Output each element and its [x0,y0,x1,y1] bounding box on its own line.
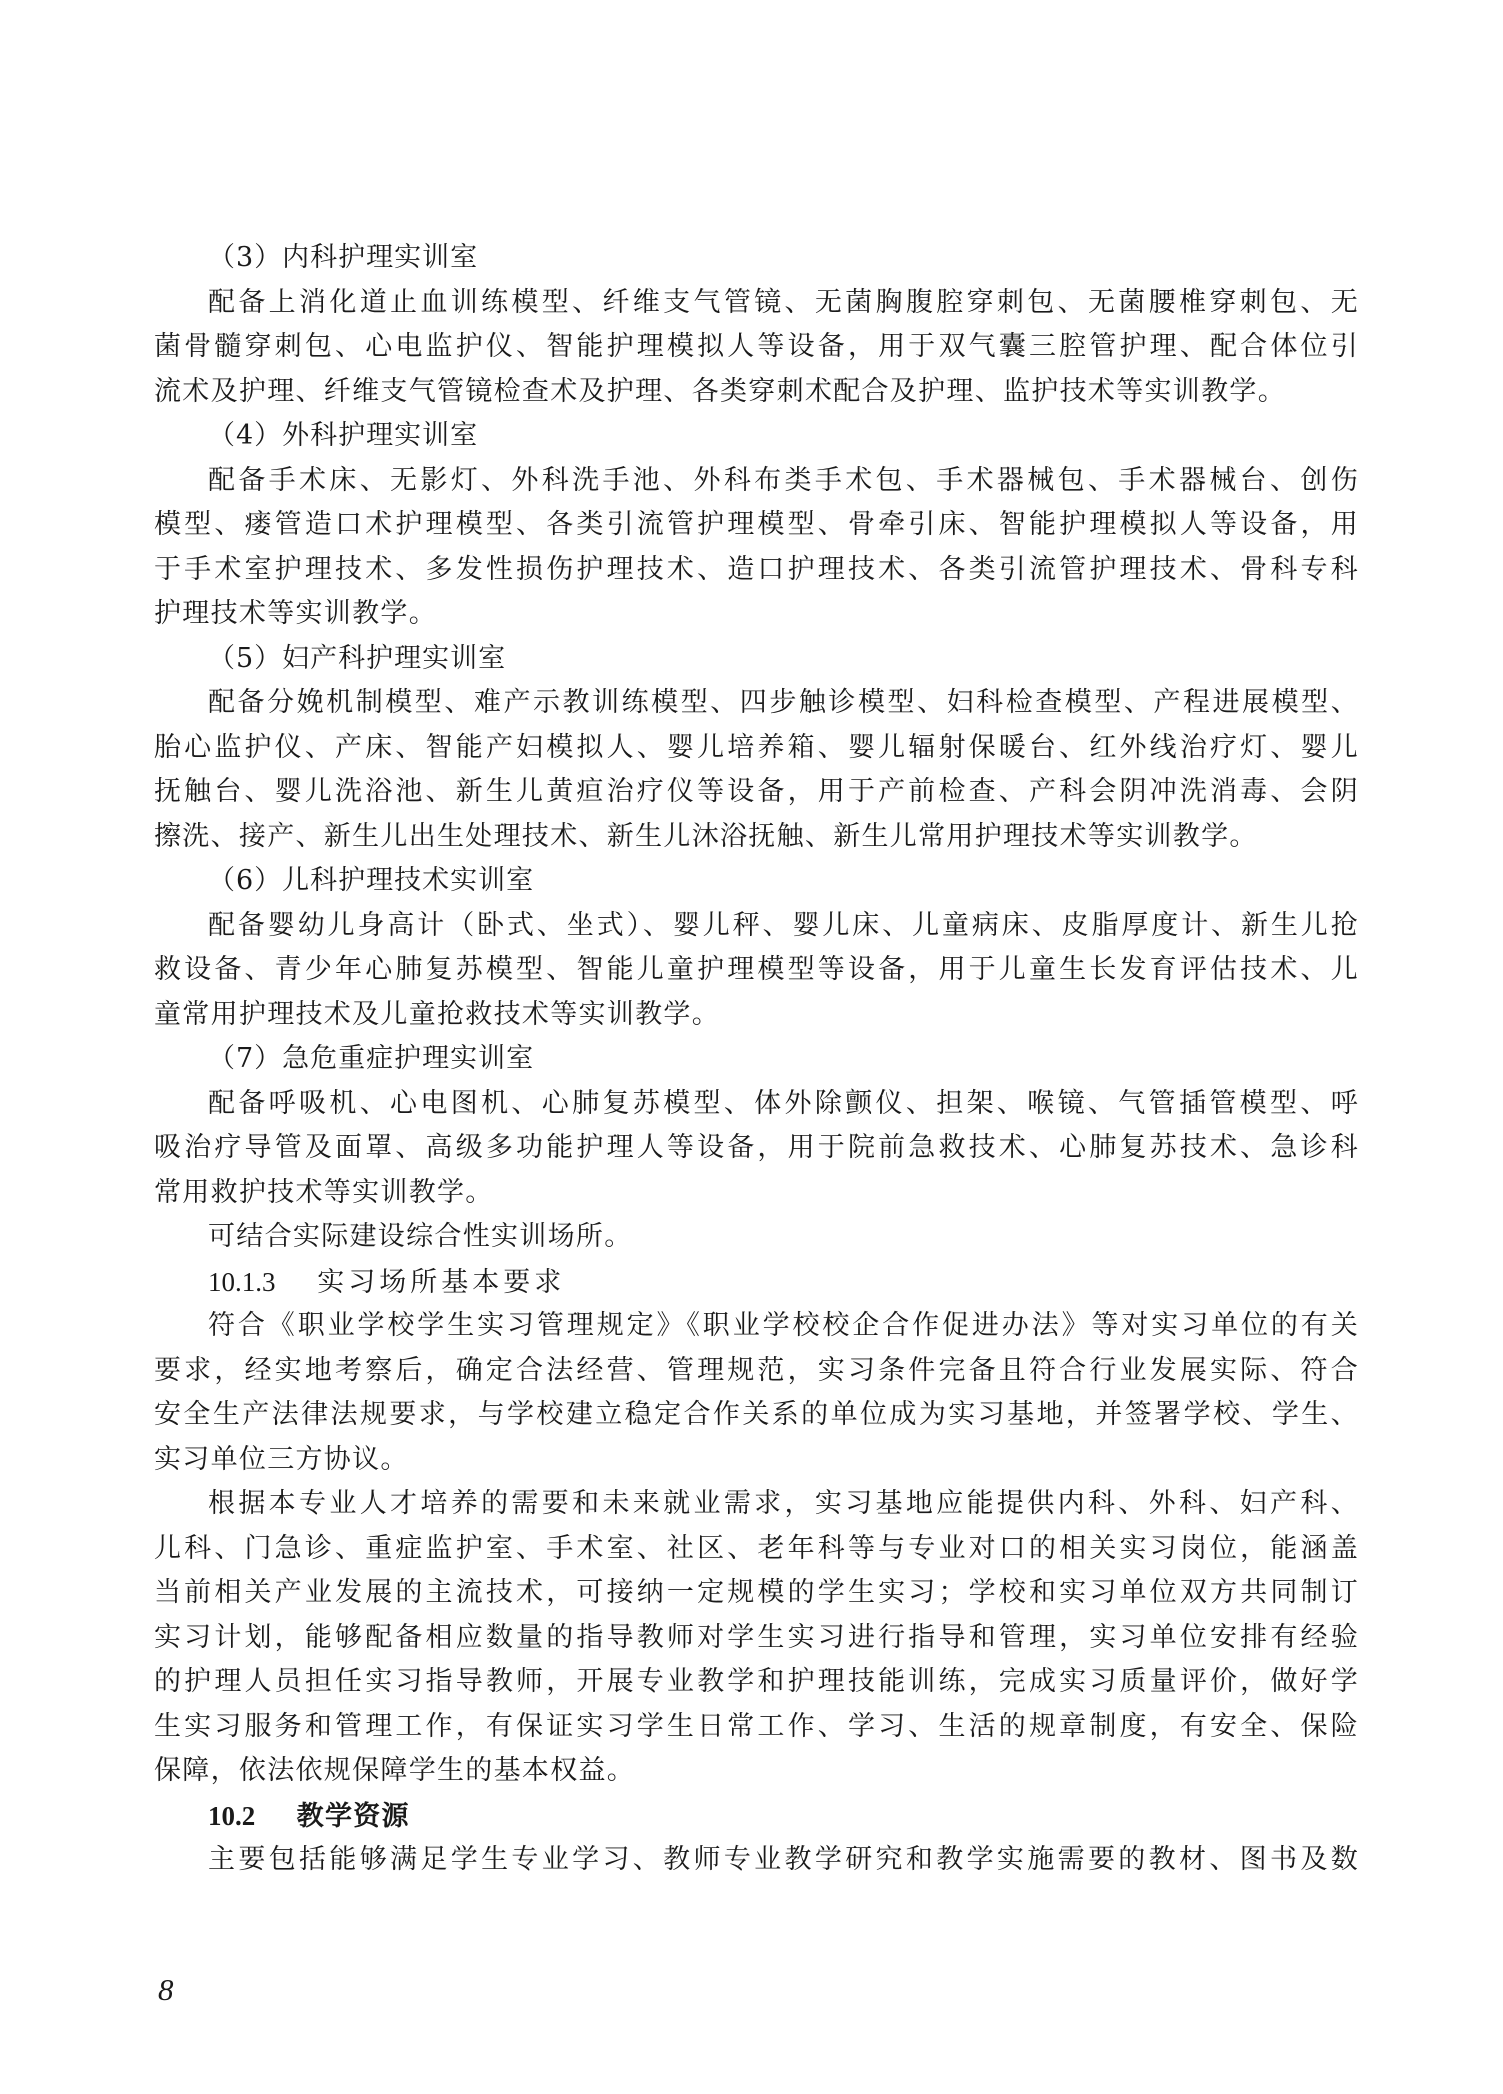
paragraph-line: 的护理人员担任实习指导教师，开展专业教学和护理技能训练，完成实习质量评价，做好学 [154,1666,1359,1697]
paragraph-line: 当前相关产业发展的主流技术，可接纳一定规模的学生实习；学校和实习单位双方共同制订 [154,1577,1359,1608]
paragraph-line: 配备分娩机制模型、难产示教训练模型、四步触诊模型、妇科检查模型、产程进展模型、 [208,687,1359,718]
paragraph-line: 模型、瘘管造口术护理模型、各类引流管护理模型、骨牵引床、智能护理模拟人等设备，用 [154,509,1359,540]
section-number: 10.2 [208,1800,256,1831]
paragraph-line: 擦洗、接产、新生儿出生处理技术、新生儿沐浴抚触、新生儿常用护理技术等实训教学。 [154,820,1258,852]
paragraph-line: 童常用护理技术及儿童抢救技术等实训教学。 [154,998,720,1030]
paragraph-line: 胎心监护仪、产床、智能产妇模拟人、婴儿培养箱、婴儿辐射保暖台、红外线治疗灯、婴儿 [154,731,1359,763]
paragraph-line: 配备呼吸机、心电图机、心肺复苏模型、体外除颤仪、担架、喉镜、气管插管模型、呼 [208,1087,1359,1119]
paragraph-line: 主要包括能够满足学生专业学习、教师专业教学研究和教学实施需要的教材、图书及数 [208,1844,1359,1875]
section-title: 教学资源 [296,1800,410,1832]
paragraph-line: 配备手术床、无影灯、外科洗手池、外科布类手术包、手术器械包、手术器械台、创伤 [208,464,1359,496]
subsection-heading-surgery-lab: （4）外科护理实训室 [208,420,479,451]
section-number: 10.1.3 [208,1266,276,1297]
subsection-heading-internal-medicine-lab: （3）内科护理实训室 [208,242,479,273]
section-heading-10-2 [154,1794,1359,1839]
subsection-heading-pediatrics-lab: （6）儿科护理技术实训室 [208,865,535,896]
paragraph-line: 护理技术等实训教学。 [154,598,437,629]
paragraph-line: 吸治疗导管及面罩、高级多功能护理人等设备，用于院前急救技术、心肺复苏技术、急诊科 [154,1132,1359,1163]
paragraph-line: 流术及护理、纤维支气管镜检查术及护理、各类穿刺术配合及护理、监护技术等实训教学。 [154,375,1286,407]
paragraph-line: 救设备、青少年心肺复苏模型、智能儿童护理模型等设备，用于儿童生长发育评估技术、儿 [154,954,1359,985]
subsection-heading-critical-care-lab: （7）急危重症护理实训室 [208,1043,535,1074]
paragraph-line: 可结合实际建设综合性实训场所。 [208,1221,633,1252]
paragraph-line: 生实习服务和管理工作，有保证实习学生日常工作、学习、生活的规章制度，有安全、保险 [154,1710,1359,1742]
paragraph-line: 于手术室护理技术、多发性损伤护理技术、造口护理技术、各类引流管护理技术、骨科专科 [154,553,1359,585]
paragraph-line: 配备婴幼儿身高计（卧式、坐式）、婴儿秤、婴儿床、儿童病床、皮脂厚度计、新生儿抢 [208,909,1359,941]
paragraph-line: 菌骨髓穿刺包、心电监护仪、智能护理模拟人等设备，用于双气囊三腔管护理、配合体位引 [154,331,1359,362]
paragraph-line: 抚触台、婴儿洗浴池、新生儿黄疸治疗仪等设备，用于产前检查、产科会阴冲洗消毒、会阴 [154,776,1359,807]
paragraph-line: 实习单位三方协议。 [154,1443,409,1475]
paragraph-line: 要求，经实地考察后，确定合法经营、管理规范，实习条件完备且符合行业发展实际、符合 [154,1354,1359,1386]
paragraph-line: 实习计划，能够配备相应数量的指导教师对学生实习进行指导和管理，实习单位安排有经验 [154,1621,1359,1653]
subsection-heading-obstetrics-lab: （5）妇产科护理实训室 [208,642,507,674]
paragraph-line: 配备上消化道止血训练模型、纤维支气管镜、无菌胸腹腔穿刺包、无菌腰椎穿刺包、无 [208,286,1359,318]
paragraph-line: 常用救护技术等实训教学。 [154,1176,494,1208]
paragraph-line: 安全生产法律法规要求，与学校建立稳定合作关系的单位成为实习基地，并签署学校、学生、 [154,1399,1359,1430]
section-heading-10-1-3 [154,1260,1359,1305]
page-body [154,236,1359,1883]
page-number: 8 [158,1972,174,2007]
paragraph-line: 根据本专业人才培养的需要和未来就业需求，实习基地应能提供内科、外科、妇产科、 [208,1488,1359,1519]
paragraph-line: 儿科、门急诊、重症监护室、手术室、社区、老年科等与专业对口的相关实习岗位，能涵盖 [154,1532,1359,1564]
paragraph-line: 符合《职业学校学生实习管理规定》《职业学校校企合作促进办法》等对实习单位的有关 [208,1310,1359,1341]
section-title: 实习场所基本要求 [317,1266,566,1298]
paragraph-line: 保障，依法依规保障学生的基本权益。 [154,1755,636,1786]
